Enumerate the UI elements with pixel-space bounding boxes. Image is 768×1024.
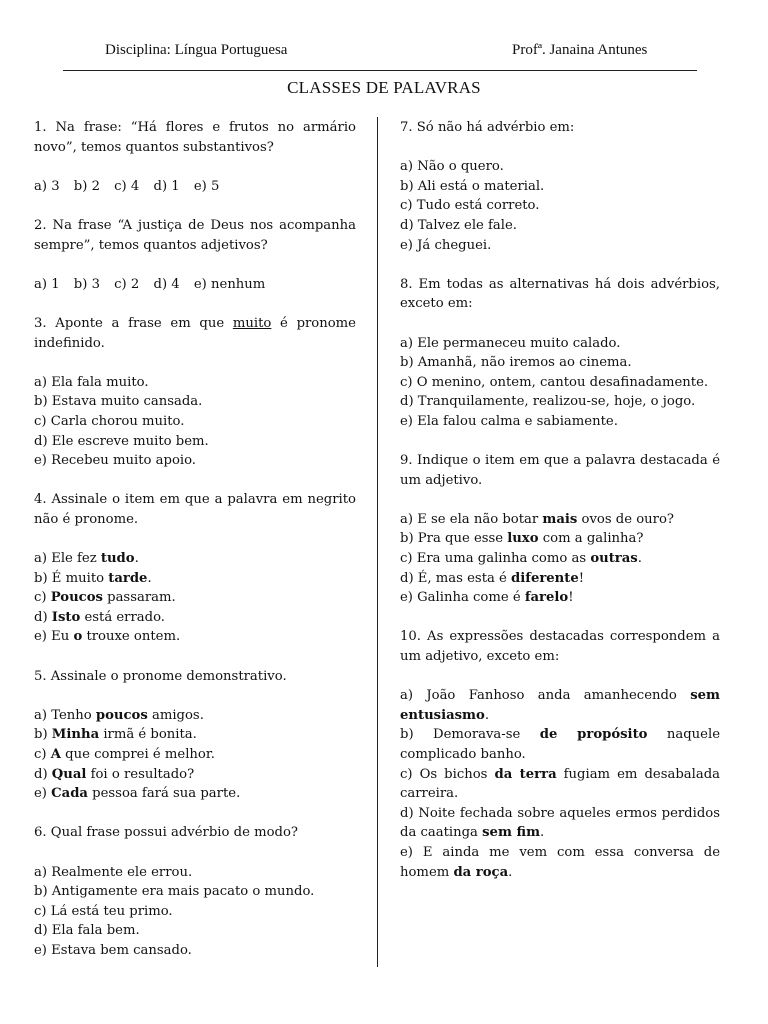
option-pre: d) [34, 609, 52, 625]
question-1-text: 1. Na frase: “Há flores e frutos no armário novo”, temos quantos substantivos? [34, 120, 356, 155]
option [34, 569, 356, 589]
option-post: irmã é bonita. [99, 727, 197, 743]
option-post: pessoa fará sua parte. [87, 786, 241, 802]
option-post: está errado. [80, 609, 165, 625]
option [400, 843, 720, 882]
option-pre: c) [34, 590, 51, 606]
option-pre: a) Ele fez [34, 551, 101, 567]
question-2-options [34, 275, 356, 295]
question-5 [34, 667, 356, 804]
question-7-options [400, 157, 720, 255]
option-pre: c) [34, 747, 51, 762]
bold-word: o [73, 629, 83, 645]
discipline-label: Disciplina: Língua Portuguesa [105, 42, 288, 58]
question-6-options [34, 863, 356, 961]
option-pre: b) Demorava-se [400, 727, 540, 743]
option-pre: e) [34, 786, 52, 802]
option-pre: a) Tenho [34, 707, 96, 723]
option-pre: e) Galinha come é [400, 590, 525, 606]
option: d) Ela fala bem. [34, 923, 140, 939]
option: b) Ali está o material. [400, 178, 545, 194]
option [400, 510, 720, 530]
option [34, 627, 356, 647]
option-pre: d) [34, 766, 52, 782]
underlined-word: muito [232, 315, 272, 331]
bold-word: da terra [494, 766, 557, 782]
option-post: ! [568, 590, 574, 606]
page-header [0, 42, 768, 62]
question-5-options [34, 706, 356, 804]
option: e) 5 [193, 178, 220, 194]
option: a) 3 [34, 178, 60, 194]
option: c) 2 [114, 276, 140, 292]
option [400, 549, 720, 569]
option [34, 725, 356, 745]
option [400, 588, 720, 608]
question-3-text [34, 314, 356, 353]
bold-word: Isto [51, 609, 81, 625]
question-8-options [400, 334, 720, 432]
option: a) Realmente ele errou. [34, 864, 193, 880]
bold-word: Cada [51, 786, 88, 802]
question-4-text: 4. Assinale o item em que a palavra em negrito não é pronome. [34, 492, 356, 527]
question-3 [34, 314, 356, 471]
bold-word: Qual [51, 766, 87, 782]
option: e) Já cheguei. [400, 237, 492, 253]
option: c) Lá está teu primo. [34, 903, 173, 919]
option [34, 706, 356, 726]
option: e) Ela falou calma e sabiamente. [400, 413, 618, 429]
question-9 [400, 451, 720, 608]
bold-word: sem entusiasmo [400, 688, 720, 723]
option-pre: b) É muito [34, 570, 109, 586]
bold-word: poucos [95, 707, 148, 723]
question-3-text-pre: 3. Aponte a frase em que [34, 315, 233, 331]
option: b) 2 [73, 178, 100, 194]
option-post: fugiam em desabalada carreira. [400, 766, 721, 802]
bold-word: outras [590, 551, 638, 567]
option: a) Ela fala muito. [34, 374, 149, 390]
question-3-options [34, 373, 356, 471]
option: b) Amanhã, não iremos ao cinema. [400, 355, 632, 371]
option-post: . [508, 864, 513, 880]
bold-word: tarde [108, 570, 148, 586]
bold-word: Minha [51, 727, 100, 743]
option [400, 765, 720, 804]
option: c) Carla chorou muito. [34, 413, 185, 429]
option [34, 608, 356, 628]
option [400, 725, 720, 764]
bold-word: farelo [524, 590, 569, 606]
question-3-text-post: é pronome indefinido. [34, 315, 356, 351]
question-8-text: 8. Em todas as alternativas há dois advérbios, exceto em: [400, 276, 720, 312]
option [400, 686, 720, 725]
option-post: . [540, 825, 545, 841]
bold-word: Poucos [50, 590, 103, 606]
left-column [34, 118, 356, 980]
option-post: foi o resultado? [86, 766, 195, 782]
option-post: . [484, 707, 490, 723]
option [400, 569, 720, 589]
option: d) Ele escreve muito bem. [34, 433, 209, 449]
option-post: . [637, 551, 642, 567]
option-post: . [134, 551, 139, 567]
question-1 [34, 118, 356, 196]
option-post: com a galinha? [538, 531, 644, 547]
option: d) Tranquilamente, realizou-se, hoje, o jogo. [400, 394, 696, 410]
option: d) Talvez ele fale. [400, 217, 517, 233]
option: e) Recebeu muito apoio. [34, 453, 197, 469]
right-column [400, 118, 720, 902]
bold-word: diferente [511, 570, 579, 586]
column-divider [377, 117, 378, 967]
option: c) O menino, ontem, cantou desafinadamente. [400, 374, 709, 390]
bold-word: luxo [507, 531, 539, 547]
question-10-text: 10. As expressões destacadas correspondem a um adjetivo, exceto em: [400, 629, 720, 665]
question-6 [34, 823, 356, 960]
question-4 [34, 490, 356, 647]
question-1-options [34, 177, 356, 197]
option: c) 4 [114, 178, 140, 194]
option: e) nenhum [193, 276, 266, 292]
header-rule [63, 70, 697, 71]
option: a) Não o quero. [400, 159, 504, 175]
option-post: . [147, 570, 152, 586]
question-6-text: 6. Qual frase possui advérbio de modo? [34, 825, 298, 841]
option-pre: a) João Fanhoso anda amanhecendo [400, 688, 691, 704]
page-title: CLASSES DE PALAVRAS [287, 78, 481, 97]
option-pre: d) É, mas esta é [400, 570, 512, 586]
option: e) Estava bem cansado. [34, 942, 192, 958]
option-post: trouxe ontem. [82, 629, 181, 645]
option-post: ovos de ouro? [577, 511, 674, 527]
option: d) 4 [153, 276, 180, 292]
option-pre: e) E ainda me vem com essa conversa de homem [400, 844, 720, 880]
teacher-label: Profª. Janaina Antunes [512, 42, 648, 58]
question-9-text: 9. Indique o item em que a palavra destacada é um adjetivo. [400, 453, 720, 488]
option-pre: a) E se ela não botar [400, 511, 543, 527]
option-pre: c) Os bichos [400, 766, 495, 782]
option [34, 765, 356, 785]
bold-word: da roça [453, 864, 509, 880]
option-pre: d) Noite fechada sobre aqueles ermos perdidos da caatinga [400, 805, 720, 841]
question-7 [400, 118, 720, 255]
question-5-text: 5. Assinale o pronome demonstrativo. [34, 668, 287, 684]
option-pre: b) [34, 727, 52, 743]
bold-word: mais [542, 511, 578, 527]
bold-word: sem fim [482, 825, 541, 841]
option: b) Estava muito cansada. [34, 394, 203, 410]
option-post: amigos. [147, 707, 204, 723]
option [400, 529, 720, 549]
question-2-text: 2. Na frase “A justiça de Deus nos acompanha sempre”, temos quantos adjetivos? [34, 217, 356, 253]
option-post: passaram. [102, 590, 176, 606]
question-4-options [34, 549, 356, 647]
question-7-text: 7. Só não há advérbio em: [400, 120, 575, 135]
question-10-options [400, 686, 720, 882]
option [34, 784, 356, 804]
question-9-options [400, 510, 720, 608]
option: a) Ele permaneceu muito calado. [400, 335, 621, 351]
option-post: naquele complicado banho. [400, 727, 720, 762]
bold-word: A [50, 747, 61, 762]
option-post: que comprei é melhor. [60, 747, 215, 762]
bold-word: tudo [100, 551, 135, 567]
option [34, 745, 356, 765]
question-2 [34, 216, 356, 294]
question-10 [400, 627, 720, 882]
option [400, 804, 720, 843]
option [34, 588, 356, 608]
option: d) 1 [153, 178, 180, 194]
option: b) Antigamente era mais pacato o mundo. [34, 884, 315, 900]
option: b) 3 [73, 276, 100, 292]
bold-word: de propósito [539, 727, 648, 743]
option-pre: c) Era uma galinha como as [400, 551, 591, 567]
option: a) 1 [34, 276, 60, 292]
option: c) Tudo está correto. [400, 198, 540, 214]
option [34, 549, 356, 569]
option-pre: e) Eu [34, 629, 74, 645]
option-post: ! [578, 570, 585, 586]
option-pre: b) Pra que esse [400, 531, 508, 547]
question-8 [400, 275, 720, 432]
